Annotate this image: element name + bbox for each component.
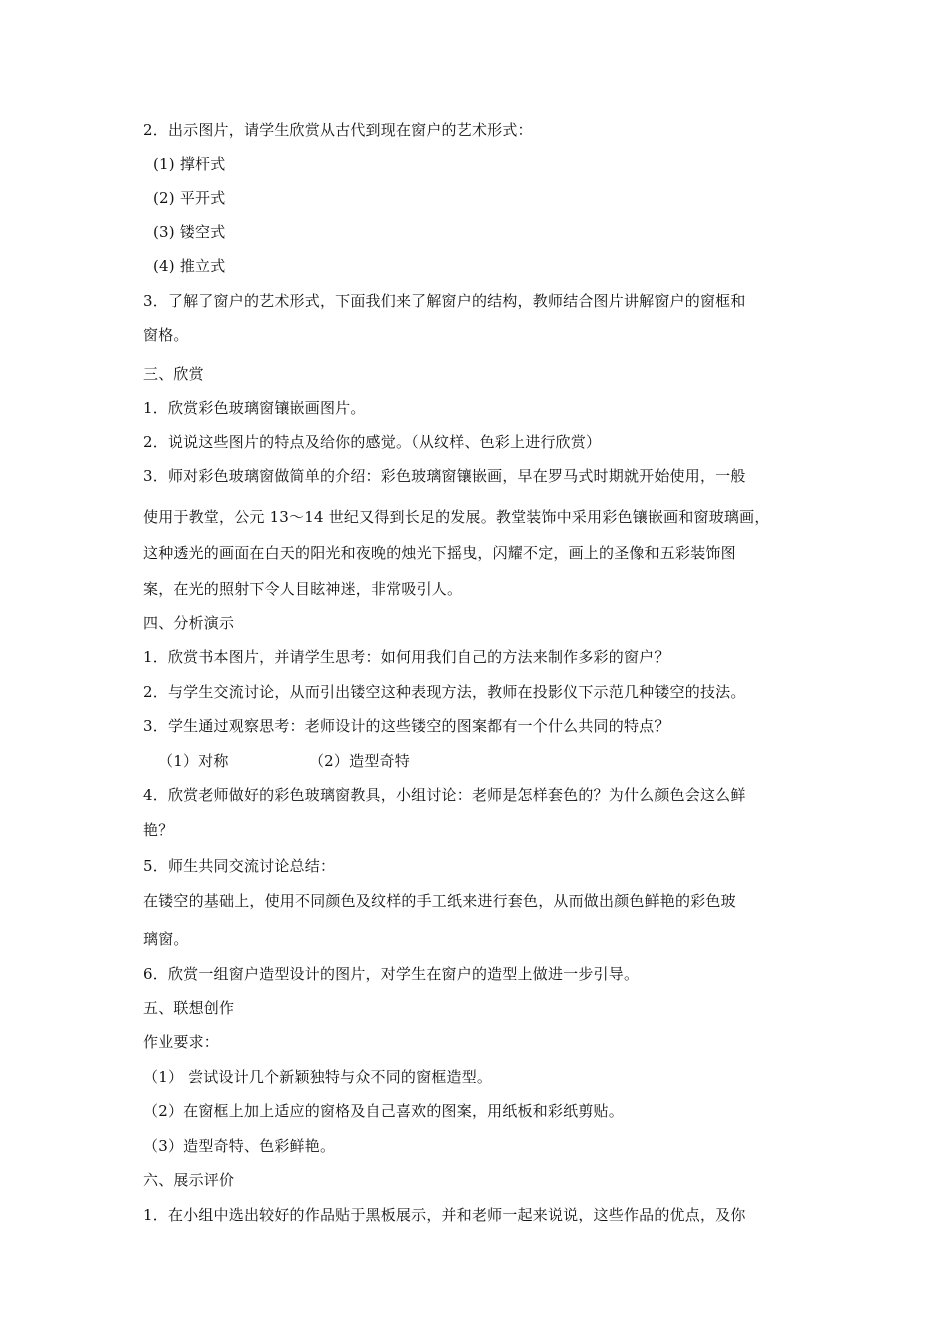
list-item: （2）在窗框上加上适应的窗格及自己喜欢的图案，用纸板和彩纸剪贴。 [143,1102,624,1120]
text-line: 在镂空的基础上，使用不同颜色及纹样的手工纸来进行套色，从而做出颜色鲜艳的彩色玻 [143,892,736,910]
text-line: 3．师对彩色玻璃窗做简单的介绍：彩色玻璃窗镶嵌画，早在罗马式时期就开始使用，一般 [143,467,746,485]
text-line: 璃窗。 [143,930,189,948]
section-heading: 五、联想创作 [143,999,235,1017]
text-line: 3．学生通过观察思考：老师设计的这些镂空的图案都有一个什么共同的特点？ [143,717,670,735]
text-line: 2．出示图片，请学生欣赏从古代到现在窗户的艺术形式： [143,121,533,139]
text-line: 这种透光的画面在白天的阳光和夜晚的烛光下摇曳，闪耀不定，画上的圣像和五彩装饰图 [143,544,736,562]
text-line: 3．了解了窗户的艺术形式，下面我们来了解窗户的结构，教师结合图片讲解窗户的窗框和 [143,292,746,310]
section-heading: 三、欣赏 [143,365,204,383]
text-line: 6．欣赏一组窗户造型设计的图片，对学生在窗户的造型上做进一步引导。 [143,965,640,983]
section-heading: 六、展示评价 [143,1171,235,1189]
text-line: 案，在光的照射下令人目眩神迷，非常吸引人。 [143,580,463,598]
list-item: (3) 镂空式 [153,223,226,241]
text-line: 2．说说这些图片的特点及给你的感觉。（从纹样、色彩上进行欣赏） [143,433,602,451]
text-line: 5．师生共同交流讨论总结： [143,857,336,875]
text-line: 4．欣赏老师做好的彩色玻璃窗教具，小组讨论：老师是怎样套色的？为什么颜色会这么鲜 [143,786,746,804]
feature-symmetry: （1）对称 [158,752,229,770]
list-item: （3）造型奇特、色彩鲜艳。 [143,1137,336,1155]
text-line: 使用于教堂，公元 13～14 世纪又得到长足的发展。教堂装饰中采用彩色镶嵌画和窗玻璃画， [143,508,770,526]
section-heading: 四、分析演示 [143,614,235,632]
text-line: 艳？ [143,821,174,839]
text-line: 作业要求： [143,1033,220,1051]
text-line: 1．在小组中选出较好的作品贴于黑板展示，并和老师一起来说说，这些作品的优点，及你 [143,1206,746,1224]
text-line: 1．欣赏书本图片，并请学生思考：如何用我们自己的方法来制作多彩的窗户？ [143,648,670,666]
list-item: (1) 撑杆式 [153,155,226,173]
feature-unique-shape: （2）造型奇特 [308,752,410,770]
list-item: （1） 尝试设计几个新颖独特与众不同的窗框造型。 [143,1068,493,1086]
feature-row [158,751,410,771]
text-line: 窗格。 [143,326,189,344]
text-line: 1．欣赏彩色玻璃窗镶嵌画图片。 [143,399,366,417]
list-item: (4) 推立式 [153,257,226,275]
text-line: 2．与学生交流讨论，从而引出镂空这种表现方法，教师在投影仪下示范几种镂空的技法。 [143,683,746,701]
list-item: (2) 平开式 [153,189,226,207]
